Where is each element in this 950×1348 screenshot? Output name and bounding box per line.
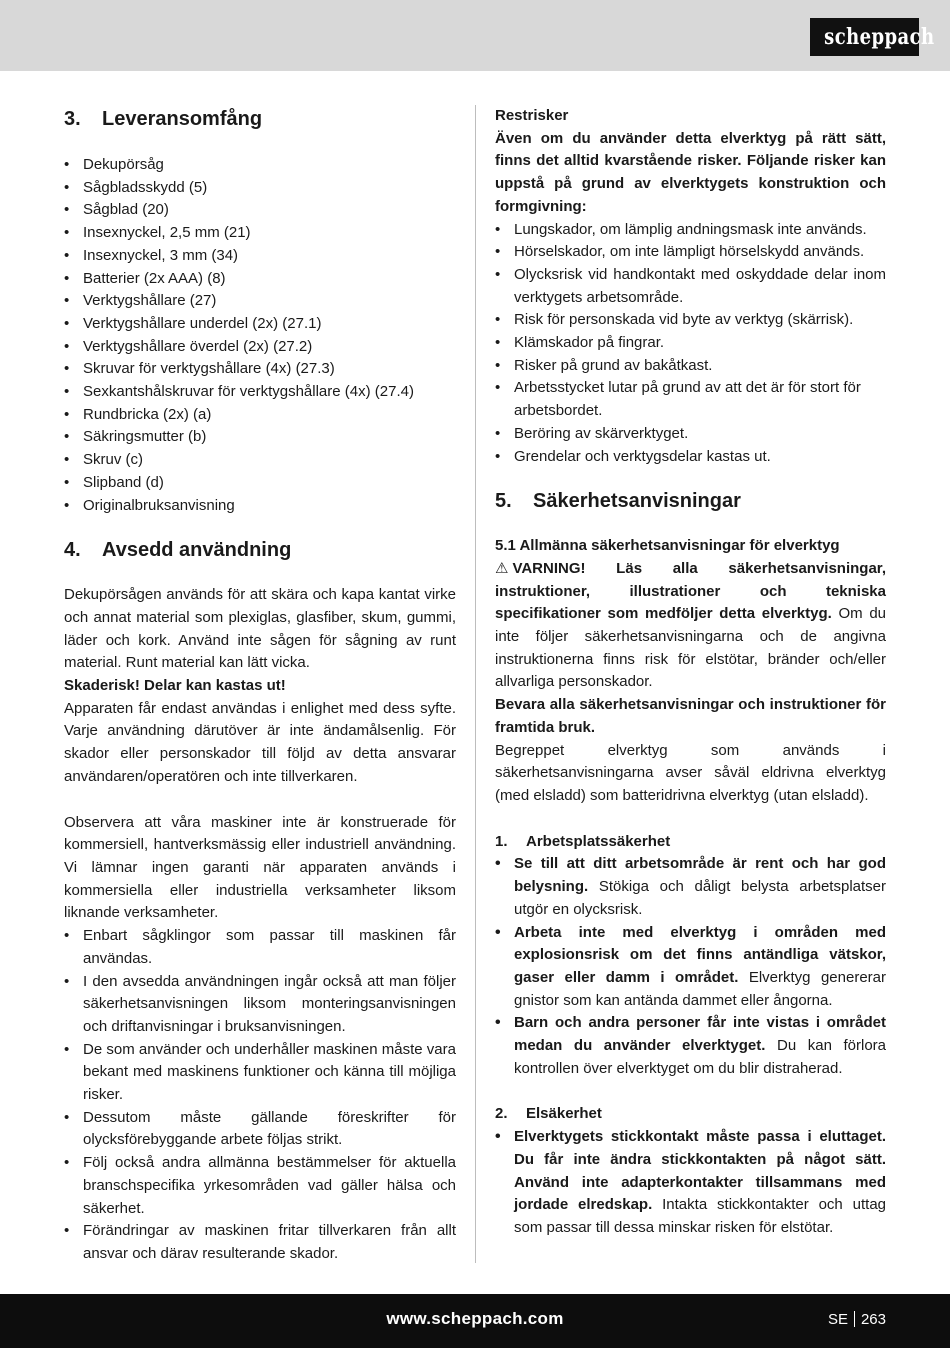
list-item: • Sågblad (20) — [64, 199, 456, 222]
list-item: • Säkringsmutter (b) — [64, 426, 456, 449]
list-item: • Risker på grund av bakåtkast. — [495, 355, 886, 378]
residual-risks-title: Restrisker — [495, 107, 569, 124]
list-item: • Dessutom måste gällande föreskrifter för olycksförebyggande arbete följas strikt. — [64, 1107, 456, 1152]
keep-instructions-text: Bevara alla säkerhetsanvisningar och instruktioner för framtida bruk. — [495, 696, 886, 736]
list-item: • Slipband (d) — [64, 472, 456, 495]
list-item: • Lungskador, om lämplig andningsmask inte används. — [495, 219, 886, 242]
purpose-paragraph: Apparaten får endast användas i enlighet med dess syfte. Varje användning därutöver är inte ändamålsenlig. För skador eller personskador till följd av detta ansvarar användaren/operatören och inte tillverkaren. — [64, 699, 456, 785]
list-item: • Olycksrisk vid handkontakt med oskyddade delar inom verktygets arbetsområde. — [495, 264, 886, 309]
list-item: • Grendelar och verktygsdelar kastas ut. — [495, 446, 886, 469]
list-item: • Rundbricka (2x) (a) — [64, 404, 456, 427]
intended-use-paragraph: Dekupörsågen används för att skära och kapa kantat virke och annat material som plexiglas, glasfiber, skum, gummi, läder och kork. Använd inte sågen för sågning av runt material. Runt material kan lätt vicka. — [64, 586, 456, 672]
list-item: • Sågbladsskydd (5) — [64, 177, 456, 200]
warning-bold-text: VARNING! Läs alla säkerhetsanvisningar, instruktioner, illustrationer och tekniska specifikationer som medföljer detta elverktyg. — [495, 559, 886, 623]
page-number-value: 263 — [860, 1311, 886, 1328]
list-item: • Se till att ditt arbetsområde är rent och har god belysning. Stökiga och dåligt belysta arbetsplatser utgör en olycksrisk. — [495, 853, 886, 921]
list-item: • Verktygshållare (27) — [64, 290, 456, 313]
footer-bar — [0, 1294, 950, 1348]
list-item: • Insexnyckel, 3 mm (34) — [64, 245, 456, 268]
left-column — [64, 105, 456, 1266]
list-item: • Skruvar för verktygshållare (4x) (27.3) — [64, 358, 456, 381]
section-4-heading: 4. Avsedd användning — [64, 539, 292, 562]
list-item: • Skruv (c) — [64, 449, 456, 472]
brand-logo: scheppach — [810, 18, 919, 56]
residual-risks-intro: Även om du använder detta elverktyg på rätt sätt, finns det alltid kvarstående risker. Följande risker kan uppstå på grund av elverktygets konstruktion och formgivning: — [495, 129, 886, 215]
list-item: • Insexnyckel, 2,5 mm (21) — [64, 222, 456, 245]
list-item: • Risk för personskada vid byte av verktyg (skärrisk). — [495, 309, 886, 332]
list-item: • I den avsedda användningen ingår också att man följer säkerhetsanvisningen liksom monteringsanvisningen och driftanvisningar i bruksanvisningen. — [64, 971, 456, 1039]
list-item: • Hörselskador, om inte lämpligt hörselskydd används. — [495, 241, 886, 264]
section-5-heading: 5. Säkerhetsanvisningar — [495, 490, 741, 513]
residual-risks-list — [495, 219, 886, 469]
list-item: • Enbart sågklingor som passar till maskinen får användas. — [64, 925, 456, 970]
electrical-safety-list — [495, 1126, 886, 1240]
list-item: • Verktygshållare underdel (2x) (27.1) — [64, 313, 456, 336]
list-item: • Verktygshållare överdel (2x) (27.2) — [64, 336, 456, 359]
intended-use-list — [64, 925, 456, 1266]
warning-paragraph — [495, 558, 886, 694]
work-area-safety-heading: 1. Arbetsplatssäkerhet — [495, 832, 671, 850]
injury-risk-warning: Skaderisk! Delar kan kastas ut! — [64, 677, 286, 695]
list-item: • Beröring av skärverktyget. — [495, 423, 886, 446]
list-item: • Barn och andra personer får inte vistas i området medan du använder elverktyget. Du kan förlora kontrollen över elverktyget om du blir distraherad. — [495, 1012, 886, 1080]
delivery-scope-list — [64, 154, 456, 517]
warning-triangle-icon: ⚠ — [495, 559, 509, 577]
list-item: • Sexkantshålskruvar för verktygshållare (4x) (27.4) — [64, 381, 456, 404]
list-item: • Dekupörsåg — [64, 154, 456, 177]
list-item: • De som använder och underhåller maskinen måste vara bekant med maskinens funktioner och känna till möjliga risker. — [64, 1039, 456, 1107]
list-item: • Klämskador på fingrar. — [495, 332, 886, 355]
power-tool-term-paragraph: Begreppet elverktyg som används i säkerhetsanvisningarna avser såväl eldrivna elverktyg (med elsladd) som batteridrivna elverktyg (utan elsladd). — [495, 741, 886, 804]
list-item: • Följ också andra allmänna bestämmelser för aktuella branschspecifika yrkesområden vad gäller hälsa och säkerhet. — [64, 1152, 456, 1220]
list-item: • Arbetsstycket lutar på grund av att det är för stort för arbetsbordet. — [495, 377, 886, 422]
website-link[interactable]: www.scheppach.com — [386, 1309, 564, 1328]
warning-text: Om du inte följer säkerhetsanvisningarna och de angivna instruktionerna finns risk för elstötar, bränder och/eller allvarliga personskador. — [495, 605, 887, 691]
right-column — [495, 105, 886, 1240]
column-divider — [475, 105, 476, 1263]
electrical-safety-heading: 2. Elsäkerhet — [495, 1105, 602, 1123]
list-item: • Elverktygets stickkontakt måste passa i eluttaget. Du får inte ändra stickkontakten på något sätt. Använd inte adapterkontakter tillsammans med jordade elredskap. Intakta stickkontakter och uttag som passar till dessa minskar risken för elstötar. — [495, 1126, 886, 1240]
list-item: • Arbeta inte med elverktyg i områden med explosionsrisk om det finns antändliga vätskor, gaser eller damm i området. Elverktyg genererar gnistor som kan antända dammet eller ångorna. — [495, 922, 886, 1013]
work-area-safety-list — [495, 853, 886, 1080]
list-item: • Förändringar av maskinen fritar tillverkaren från allt ansvar och därav resulterande skador. — [64, 1220, 456, 1265]
language-code: SE — [827, 1311, 848, 1328]
general-safety-subheading: 5.1 Allmänna säkerhetsanvisningar för elverktyg — [495, 537, 840, 555]
header-bar — [0, 0, 950, 71]
commercial-use-paragraph: Observera att våra maskiner inte är konstruerade för kommersiell, hantverksmässig eller industriell användning. Vi lämnar ingen garanti när apparaten används i kommersiella eller industriella verksamheter liksom liknande verksamheter. — [64, 813, 456, 922]
list-item: • Batterier (2x AAA) (8) — [64, 268, 456, 291]
page-number — [828, 1309, 886, 1332]
list-item: • Originalbruksanvisning — [64, 495, 456, 518]
section-3-heading: 3. Leveransomfång — [64, 108, 263, 130]
